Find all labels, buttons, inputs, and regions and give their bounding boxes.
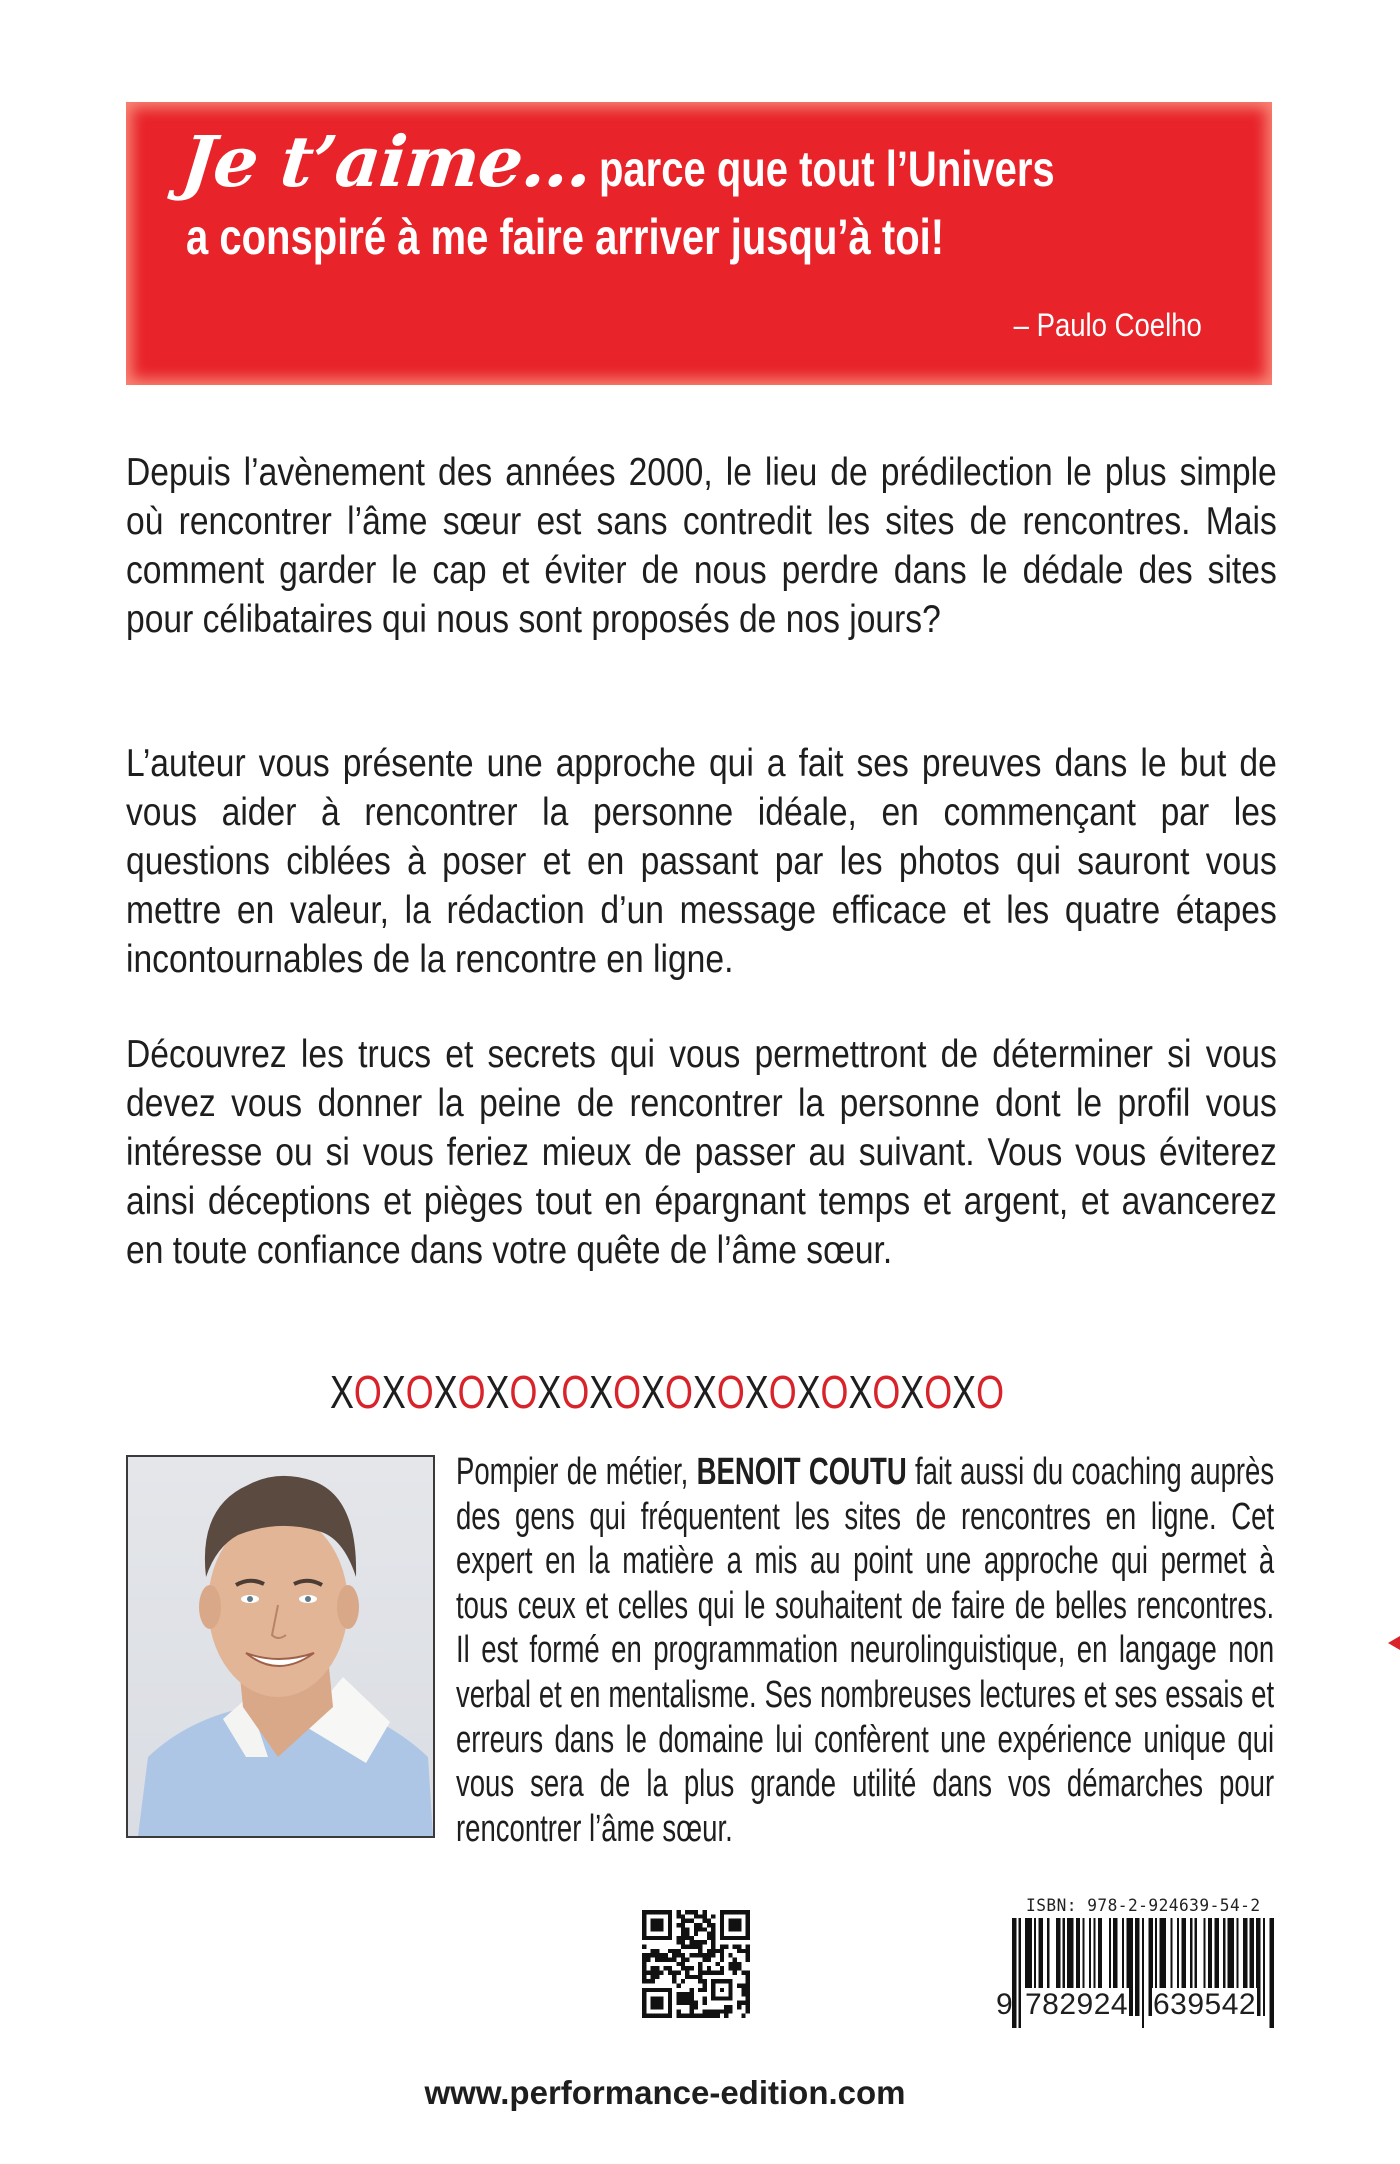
paragraph-text: Découvrez les trucs et secrets qui vous permettront de déterminer si vous devez vous donner la peine de rencontrer la personne dont le profil vous intéresse ou si vous feriez mieux de passer au suivant. Vous vous éviterez ainsi déceptions et pièges tout en épargnant temps et argent, et avancerez en toute confiance dans votre quête de l’âme sœur. — [126, 1033, 1277, 1272]
quote-banner — [126, 102, 1272, 385]
quote-attribution: – Paulo Coelho — [1013, 307, 1202, 343]
barcode-lead-digit: 9 — [996, 1988, 1013, 2021]
description-paragraph-3 — [126, 1030, 1276, 1275]
o-glyph: O — [665, 1366, 693, 1418]
barcode-left-digits: 782924 — [1025, 1988, 1129, 2021]
x-glyph: X — [900, 1366, 925, 1418]
bio-rest: fait aussi du coaching auprès des gens qui fréquentent les sites de rencontres en ligne. Cet expert en la matière a mis au point une approche qui permet à tous ceux et celles qui le souhaitent de faire de belles rencontres. Il est formé en programmation neurolinguistique, en langage non verbal et en mentalisme. Ses nombreuses lectures et ses essais et erreurs dans le domaine lui confèrent une expérience unique qui vous sera de la plus grande utilité dans vos démarches pour rencontrer l’âme sœur. — [456, 1451, 1275, 1850]
barcode-right-digits: 639542 — [1153, 1988, 1257, 2021]
author-portrait-icon — [128, 1457, 433, 1836]
x-glyph: X — [330, 1366, 354, 1418]
x-glyph: X — [952, 1366, 977, 1418]
author-bio-text — [456, 1450, 1274, 1851]
publisher-website-link[interactable]: www.performance-edition.com — [424, 2074, 906, 2111]
quote-line-1-rest: parce que tout l’Univers — [599, 141, 1055, 197]
x-glyph: X — [537, 1366, 562, 1418]
o-glyph: O — [509, 1366, 538, 1418]
o-glyph: O — [561, 1366, 590, 1418]
o-glyph: O — [768, 1366, 797, 1418]
edge-marker-icon — [1388, 1636, 1400, 1650]
quote-script-text: Je t’aime… — [177, 120, 596, 203]
paragraph-text: Depuis l’avènement des années 2000, le lieu de prédilection le plus simple où rencontrer l’âme sœur est sans contredit les sites de rencontres. Mais comment garder le cap et éviter de nous perdre dans le dédale des sites pour célibataires qui nous sont proposés de nos jours? — [126, 451, 1277, 641]
quote-line-1 — [177, 120, 1169, 203]
x-glyph: X — [796, 1366, 821, 1418]
x-glyph: X — [433, 1366, 458, 1418]
o-glyph: O — [405, 1366, 434, 1418]
author-name: BENOIT COUTU — [696, 1451, 907, 1493]
o-glyph: O — [820, 1366, 849, 1418]
description-paragraph-1 — [126, 448, 1276, 644]
o-glyph: O — [924, 1366, 953, 1418]
xoxo-divider — [330, 1366, 1004, 1418]
x-glyph: X — [381, 1366, 406, 1418]
description-paragraph-2 — [126, 739, 1276, 984]
o-glyph: O — [976, 1366, 1004, 1418]
x-glyph: X — [744, 1366, 769, 1418]
x-glyph: X — [589, 1366, 614, 1418]
qr-code-icon[interactable] — [640, 1910, 752, 2018]
x-glyph: X — [641, 1366, 666, 1418]
x-glyph: X — [485, 1366, 510, 1418]
x-glyph: X — [692, 1366, 717, 1418]
quote-line-2-text: a conspiré à me faire arriver jusqu’à toi! — [186, 209, 945, 265]
bio-prefix: Pompier de métier, — [456, 1451, 697, 1493]
author-photo — [126, 1455, 435, 1838]
o-glyph: O — [872, 1366, 901, 1418]
paragraph-text: L’auteur vous présente une approche qui a fait ses preuves dans le but de vous aider à rencontrer la personne idéale, en commençant par les questions ciblées à poser et en passant par les photos qui sauront vous mettre en valeur, la rédaction d’un message efficace et les quatre étapes incontournables de la rencontre en ligne. — [126, 742, 1277, 981]
x-glyph: X — [848, 1366, 873, 1418]
author-bio — [456, 1450, 1274, 1851]
o-glyph: O — [457, 1366, 486, 1418]
isbn-label: ISBN: 978-2-924639-54-2 — [1026, 1896, 1261, 1916]
quote-line-2 — [186, 208, 1134, 266]
o-glyph: O — [716, 1366, 745, 1418]
o-glyph: O — [353, 1366, 382, 1418]
o-glyph: O — [613, 1366, 642, 1418]
